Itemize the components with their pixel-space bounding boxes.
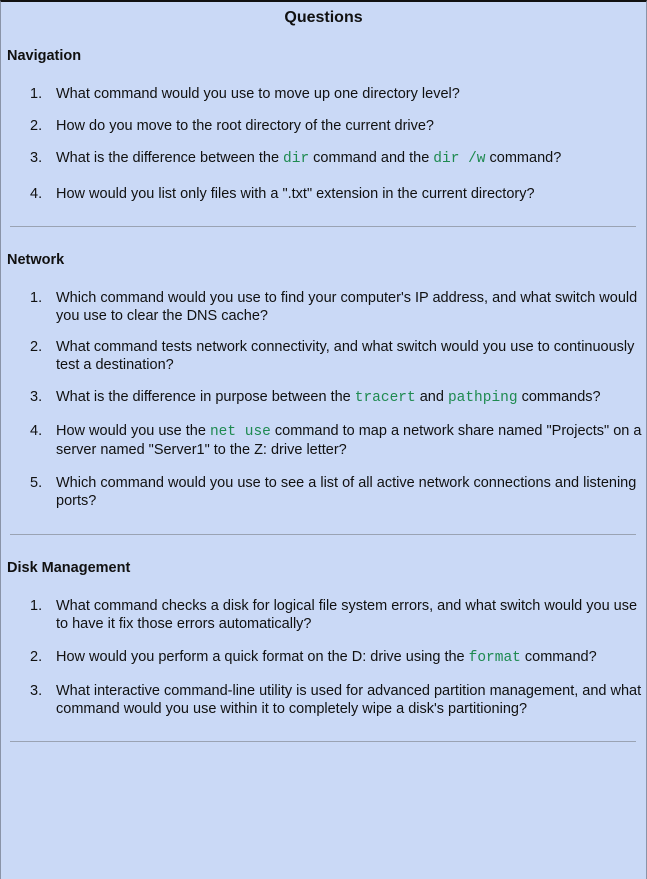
code-dir-w: dir /w (433, 151, 486, 167)
code-tracert: tracert (354, 390, 416, 406)
question-text-part: How would you use the (56, 423, 210, 439)
question-number: 1. (30, 290, 43, 306)
question-number: 5. (30, 475, 43, 491)
question-text (56, 388, 644, 407)
question-text (56, 682, 644, 718)
question-number: 1. (30, 598, 43, 614)
question-text (56, 597, 644, 633)
question-text (56, 117, 644, 135)
question-text-part: How do you move to the root directory of the current drive? (56, 118, 434, 134)
question-text (56, 289, 644, 325)
question-text-part: What command would you use to move up one directory level? (56, 86, 460, 102)
question-text-part: What command tests network connectivity, and what switch would you use to continuously test a destination? (56, 339, 635, 373)
question-text-part: Which command would you use to find your computer's IP address, and what switch would you use to clear the DNS cache? (56, 290, 638, 324)
question-number: 3. (30, 683, 43, 699)
code-net-use: net use (209, 424, 271, 440)
question-text-part: How would you list only files with a ".txt" extension in the current directory? (56, 186, 535, 202)
section-divider (10, 226, 636, 227)
section-heading: Disk Management (7, 560, 131, 576)
question-text (56, 648, 644, 667)
question-text-part: and (415, 389, 448, 405)
question-text (56, 338, 644, 374)
question-text-part: What interactive command-line utility is used for advanced partition management, and what command would you use within it to completely wipe a disk's partitioning? (56, 683, 642, 717)
question-number: 4. (30, 186, 43, 202)
question-text-part: What command checks a disk for logical file system errors, and what switch would you use to have it fix those errors automatically? (56, 598, 638, 632)
question-text-part: How would you perform a quick format on the D: drive using the (56, 649, 469, 665)
question-text-part: command? (520, 649, 597, 665)
code-pathping: pathping (447, 390, 518, 406)
section-heading: Network (7, 252, 65, 268)
question-number: 3. (30, 150, 43, 166)
section-divider (10, 741, 636, 742)
question-number: 2. (30, 339, 43, 355)
code-dir: dir (283, 151, 310, 167)
page-title: Questions (284, 9, 363, 26)
question-text-part: command to map a network share named "Projects" on a server named "Server1" to the Z: drive letter? (56, 423, 642, 458)
code-format: format (468, 650, 521, 666)
question-text-part: command and the (309, 150, 434, 166)
section-heading: Navigation (7, 48, 82, 64)
question-number: 1. (30, 86, 43, 102)
question-text (56, 85, 644, 103)
question-text-part: command? (485, 150, 562, 166)
question-text-part: commands? (517, 389, 601, 405)
question-text-part: What is the difference in purpose between the (56, 389, 355, 405)
question-text (56, 149, 644, 168)
question-text (56, 185, 644, 203)
question-number: 3. (30, 389, 43, 405)
question-text (56, 474, 644, 510)
question-number: 2. (30, 118, 43, 134)
question-text-part: Which command would you use to see a list of all active network connections and listening ports? (56, 475, 637, 509)
question-number: 4. (30, 423, 43, 439)
question-text (56, 422, 644, 459)
section-divider (10, 534, 636, 535)
question-text-part: What is the difference between the (56, 150, 284, 166)
question-number: 2. (30, 649, 43, 665)
